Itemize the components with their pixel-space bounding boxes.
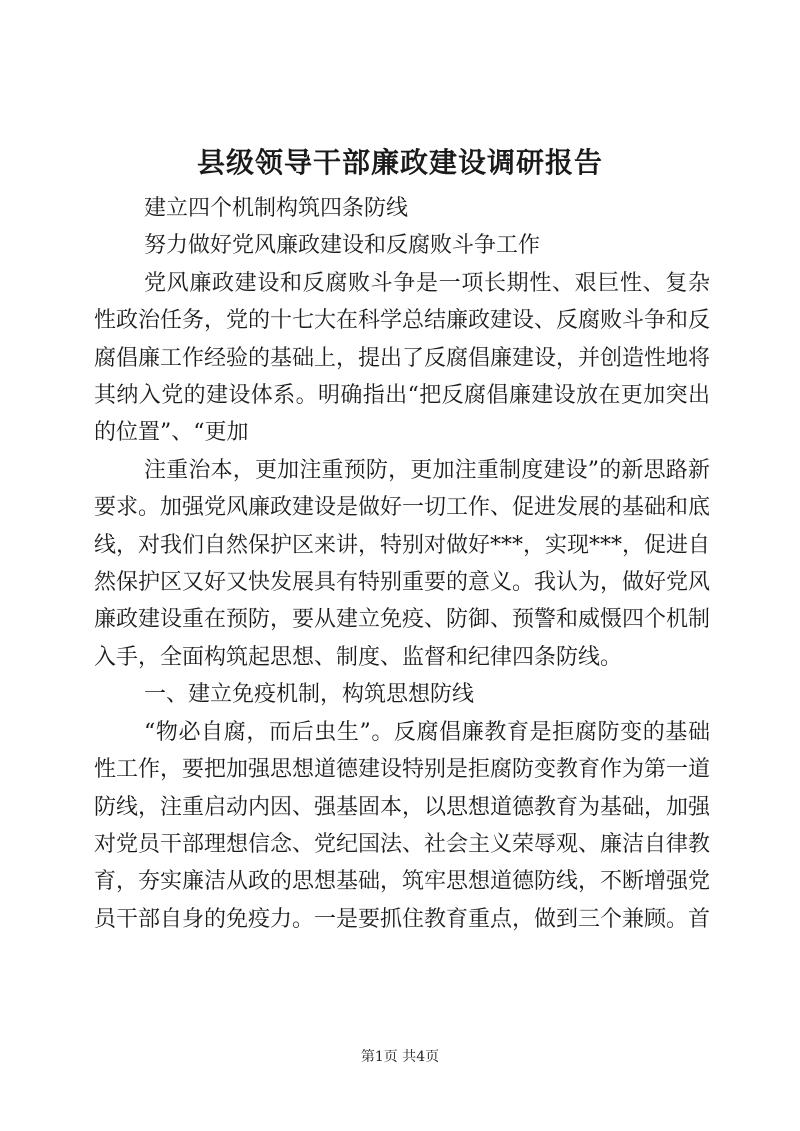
subtitle-paragraph-1: 建立四个机制构筑四条防线 (144, 196, 409, 221)
page-number-footer: 第1页 共4页 (360, 1049, 440, 1065)
document-body (94, 190, 710, 938)
section-heading-1: 一、建立免疫机制，构筑思想防线 (144, 682, 475, 708)
subtitle-paragraph-2: 努力做好党风廉政建设和反腐败斗争工作 (144, 233, 541, 259)
body-paragraph-2: 注重治本，更加注重预防，更加注重制度建设”的新思路新要求。加强党风廉政建设是做好一切工作、促进发展的基础和底线，对我们自然保护区来讲，特别对做好***，实现***，促进自然保护区又好又快发展具有特别重要的意义。我认为，做好党风廉政建设重在预防，要从建立免疫、防御、预警和威慑四个机制入手，全面构筑起思想、制度、监督和纪律四条防线。 (94, 457, 711, 670)
body-paragraph-3: “物必自腐，而后虫生”。反腐倡廉教育是拒腐防变的基础性工作，要把加强思想道德建设特别是拒腐防变教育作为第一道防线，注重启动内因、强基固本，以思想道德教育为基础，加强对党员干部理想信念、党纪国法、社会主义荣辱观、廉洁自律教育，夯实廉洁从政的思想基础，筑牢思想道德防线，不断增强党员干部自身的免疫力。一是要抓住教育重点，做到三个兼顾。首 (94, 719, 711, 932)
body-paragraph-1: 党风廉政建设和反腐败斗争是一项长期性、艰巨性、复杂性政治任务，党的十七大在科学总结廉政建设、反腐败斗争和反腐倡廉工作经验的基础上，提出了反腐倡廉建设，并创造性地将其纳入党的建设体系。明确指出“把反腐倡廉建设放在更加突出的位置”、“更加 (94, 270, 711, 446)
document-title: 县级领导干部廉政建设调研报告 (196, 146, 603, 179)
